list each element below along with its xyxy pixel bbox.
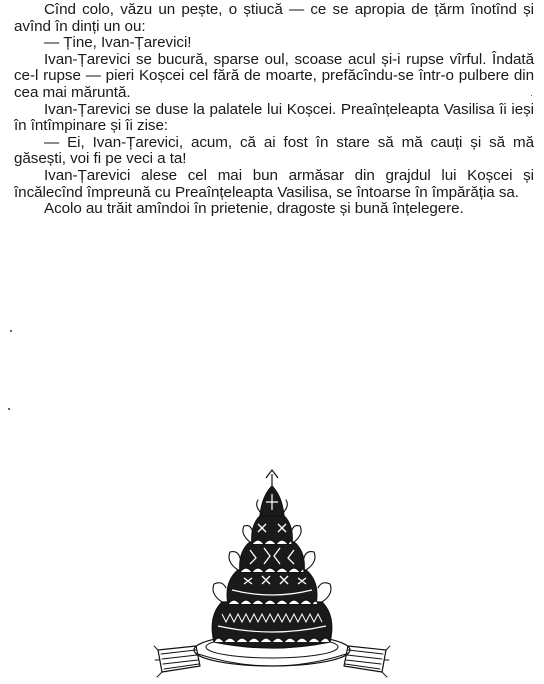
print-speck — [10, 330, 12, 332]
paragraph: Ivan-Țarevici se bucură, sparse oul, scoase acul și-i rupse vîrful. Îndată ce-l rupse — pieri Koșcei cel fără de moarte, prefăcîndu-se într-o pulbere din cea mai măruntă. — [14, 50, 534, 101]
paragraph: — Ține, Ivan-Țarevici! — [44, 34, 192, 52]
ornamental-cake-on-plate-icon — [152, 466, 392, 682]
paragraph: — Ei, Ivan-Țarevici, acum, că ai fost în stare să mă cauți și să mă găsești, voi fi pe veci a ta! — [14, 133, 534, 168]
paragraph: Cînd colo, văzu un pește, o știucă — ce se apropia de țărm înotînd și avînd în dinți un ou: — [14, 1, 534, 35]
print-speck — [531, 95, 532, 96]
print-speck — [8, 408, 10, 410]
paragraph: Ivan-Țarevici alese cel mai bun armăsar din grajdul lui Koșcei și încălecînd împreună cu Preaînțeleapta Vasilisa, se întoarse în împărăția sa. — [14, 166, 534, 201]
paragraph: Acolo au trăit amîndoi în prietenie, dragoste și bună înțelegere. — [44, 200, 464, 218]
paragraph: Ivan-Țarevici se duse la palatele lui Koșcei. Preaînțeleapta Vasilisa îi ieși în întîmpinare și îi zise: — [14, 100, 534, 135]
story-text — [14, 2, 534, 218]
